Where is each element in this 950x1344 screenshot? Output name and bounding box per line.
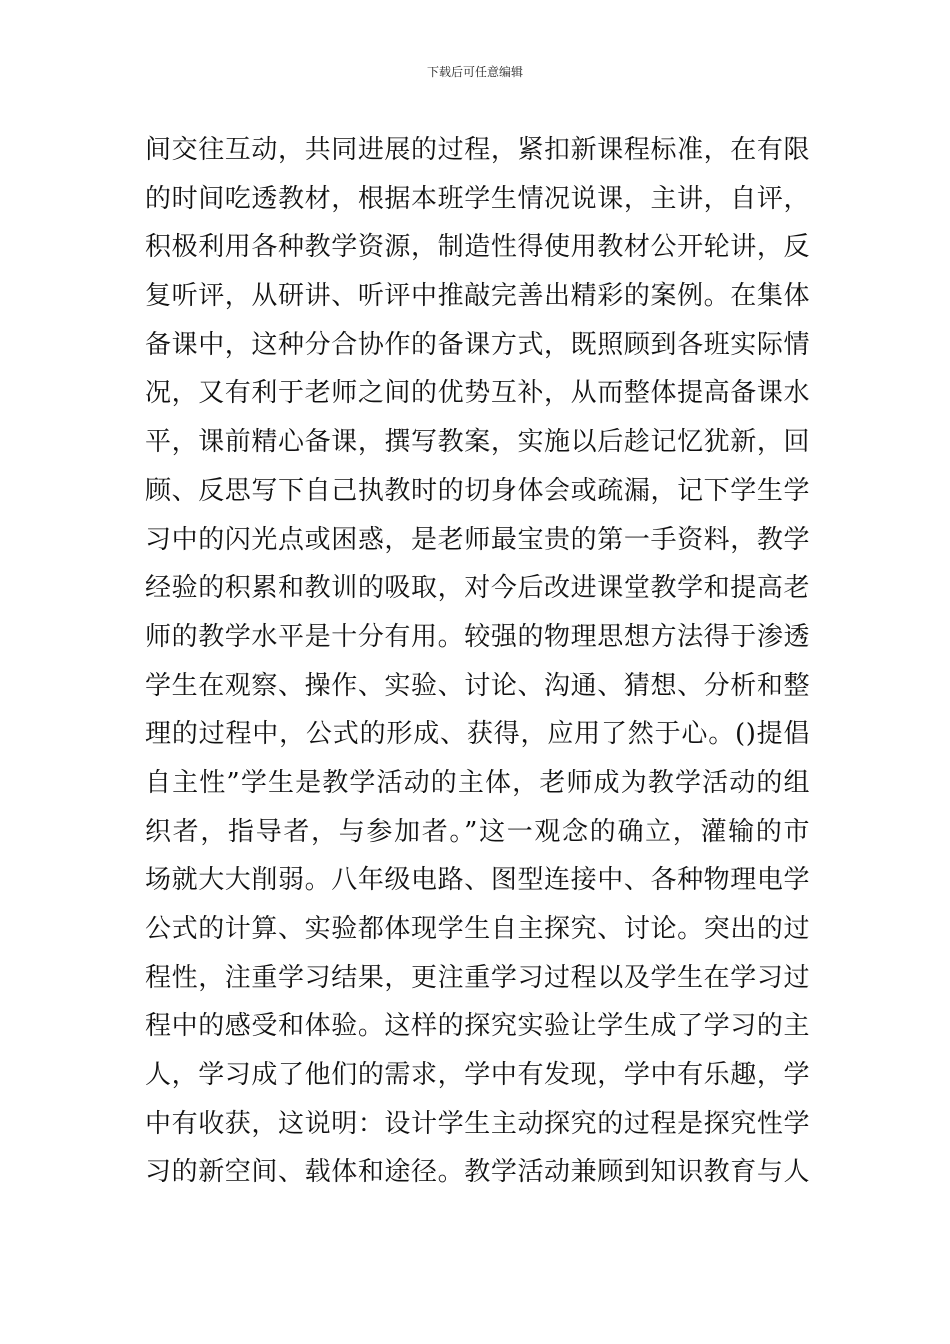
text-line: 人，学习成了他们的需求，学中有发现，学中有乐趣，学 xyxy=(145,1060,810,1091)
body-text xyxy=(145,126,810,1197)
text-line: 自主性”学生是教学活动的主体，老师成为教学活动的组 xyxy=(145,767,810,798)
text-line: 场就大大削弱。八年级电路、图型连接中、各种物理电学 xyxy=(145,865,810,896)
text-line: 备课中，这种分合协作的备课方式，既照顾到各班实际情 xyxy=(145,329,810,360)
text-line: 的时间吃透教材，根据本班学生情况说课，主讲，自评， xyxy=(145,183,810,214)
text-line: 间交往互动，共同进展的过程，紧扣新课程标准，在有限 xyxy=(145,135,810,165)
text-line: 程中的感受和体验。这样的探究实验让学生成了学习的主 xyxy=(145,1011,810,1042)
text-line: 经验的积累和教训的吸取，对今后改进课堂教学和提高老 xyxy=(145,573,810,604)
text-line: 况，又有利于老师之间的优势互补，从而整体提高备课水 xyxy=(145,378,810,409)
text-line: 师的教学水平是十分有用。较强的物理思想方法得于渗透 xyxy=(145,621,810,652)
page-header: 下载后可任意编辑 xyxy=(426,65,523,79)
text-line: 程性，注重学习结果，更注重学习过程以及学生在学习过 xyxy=(145,962,810,993)
text-line: 复听评，从研讲、听评中推敲完善出精彩的案例。在集体 xyxy=(145,281,810,312)
text-line: 学生在观察、操作、实验、讨论、沟通、猜想、分析和整 xyxy=(145,670,810,701)
text-line: 理的过程中，公式的形成、获得，应用了然于心。()提倡 xyxy=(145,719,810,750)
text-line: 公式的计算、实验都体现学生自主探究、讨论。突出的过 xyxy=(145,914,810,944)
text-line: 中有收获，这说明：设计学生主动探究的过程是探究性学 xyxy=(145,1108,810,1139)
text-line: 习的新空间、载体和途径。教学活动兼顾到知识教育与人 xyxy=(145,1157,810,1188)
text-line: 顾、反思写下自己执教时的切身体会或疏漏，记下学生学 xyxy=(145,475,810,506)
text-line: 平，课前精心备课，撰写教案，实施以后趁记忆犹新，回 xyxy=(145,427,810,458)
text-line: 习中的闪光点或困惑，是老师最宝贵的第一手资料，教学 xyxy=(145,524,810,555)
text-line: 织者，指导者，与参加者。”这一观念的确立，灌输的市 xyxy=(145,816,810,847)
text-line: 积极利用各种教学资源，制造性得使用教材公开轮讲，反 xyxy=(145,232,810,263)
